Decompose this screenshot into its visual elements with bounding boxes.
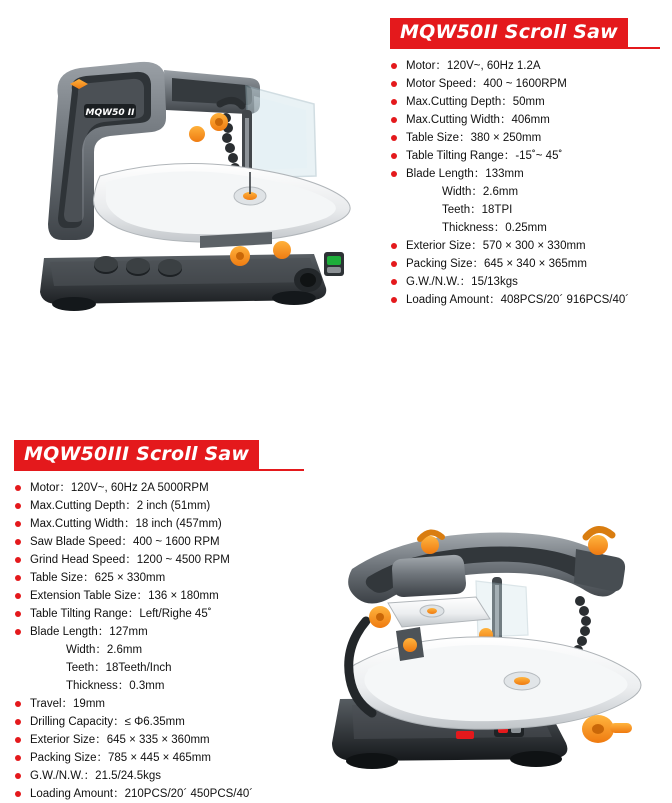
product-specs-mqw50iii — [14, 440, 304, 803]
spec-row: Motor Speed：400 ~ 1600RPM — [390, 75, 660, 93]
spec-row: Saw Blade Speed：400 ~ 1600 RPM — [14, 533, 304, 551]
spec-list — [14, 479, 304, 803]
product-specs-mqw50ii — [390, 18, 660, 309]
spec-row: Table Tilting Range：Left/Righe 45˚ — [14, 605, 304, 623]
spec-row: Motor：120V~, 60Hz 1.2A — [390, 57, 660, 75]
spec-row: Max.Cutting Depth：50mm — [390, 93, 660, 111]
product-title: MQW50II Scroll Saw — [390, 18, 628, 47]
spec-row: Max.Cutting Width：406mm — [390, 111, 660, 129]
spec-row: G.W./N.W.：15/13kgs — [390, 273, 660, 291]
spec-list — [390, 57, 660, 309]
spec-row: Blade Length：133mm — [390, 165, 660, 183]
title-underline — [14, 440, 304, 471]
spec-row-sub: Thickness：0.3mm — [66, 680, 165, 692]
spec-row: Motor：120V~, 60Hz 2A 5000RPM — [14, 479, 304, 497]
spec-row: Loading Amount：408PCS/20´ 916PCS/40´ — [390, 291, 660, 309]
spec-row: Exterior Size：645 × 335 × 360mm — [14, 731, 304, 749]
spec-row: Packing Size：645 × 340 × 365mm — [390, 255, 660, 273]
title-underline — [390, 18, 660, 49]
spec-row: Exterior Size：570 × 300 × 330mm — [390, 237, 660, 255]
spec-row: Table Tilting Range：-15˚~ 45˚ — [390, 147, 660, 165]
scroll-saw-illustration — [280, 485, 665, 785]
spec-row: Travel：19mm — [14, 695, 304, 713]
spec-row: Loading Amount：210PCS/20´ 450PCS/40´ — [14, 785, 304, 803]
spec-row: Extension Table Size：136 × 180mm — [14, 587, 304, 605]
spec-row: G.W./N.W.：21.5/24.5kgs — [14, 767, 304, 785]
spec-row-sub: Thickness：0.25mm — [442, 222, 547, 234]
spec-row-sub: Width：2.6mm — [66, 644, 143, 656]
spec-row: Packing Size：785 × 445 × 465mm — [14, 749, 304, 767]
product-title: MQW50III Scroll Saw — [14, 440, 259, 469]
spec-row: Max.Cutting Depth：2 inch (51mm) — [14, 497, 304, 515]
product-image-mqw50ii — [14, 26, 374, 326]
spec-row: Drilling Capacity：≤ Φ6.35mm — [14, 713, 304, 731]
spec-row-sub: Width：2.6mm — [442, 186, 519, 198]
spec-row: Table Size：380 × 250mm — [390, 129, 660, 147]
spec-row-sub: Teeth：18TPI — [442, 204, 513, 216]
spec-row: Table Size：625 × 330mm — [14, 569, 304, 587]
spec-row: Max.Cutting Width：18 inch (457mm) — [14, 515, 304, 533]
svg-text:MQW50 II: MQW50 II — [85, 108, 135, 118]
spec-row-sub: Teeth：18Teeth/Inch — [66, 662, 172, 674]
scroll-saw-illustration — [14, 26, 374, 326]
spec-row: Grind Head Speed：1200 ~ 4500 RPM — [14, 551, 304, 569]
product-image-mqw50iii — [280, 485, 665, 785]
spec-row: Blade Length：127mm — [14, 623, 304, 641]
